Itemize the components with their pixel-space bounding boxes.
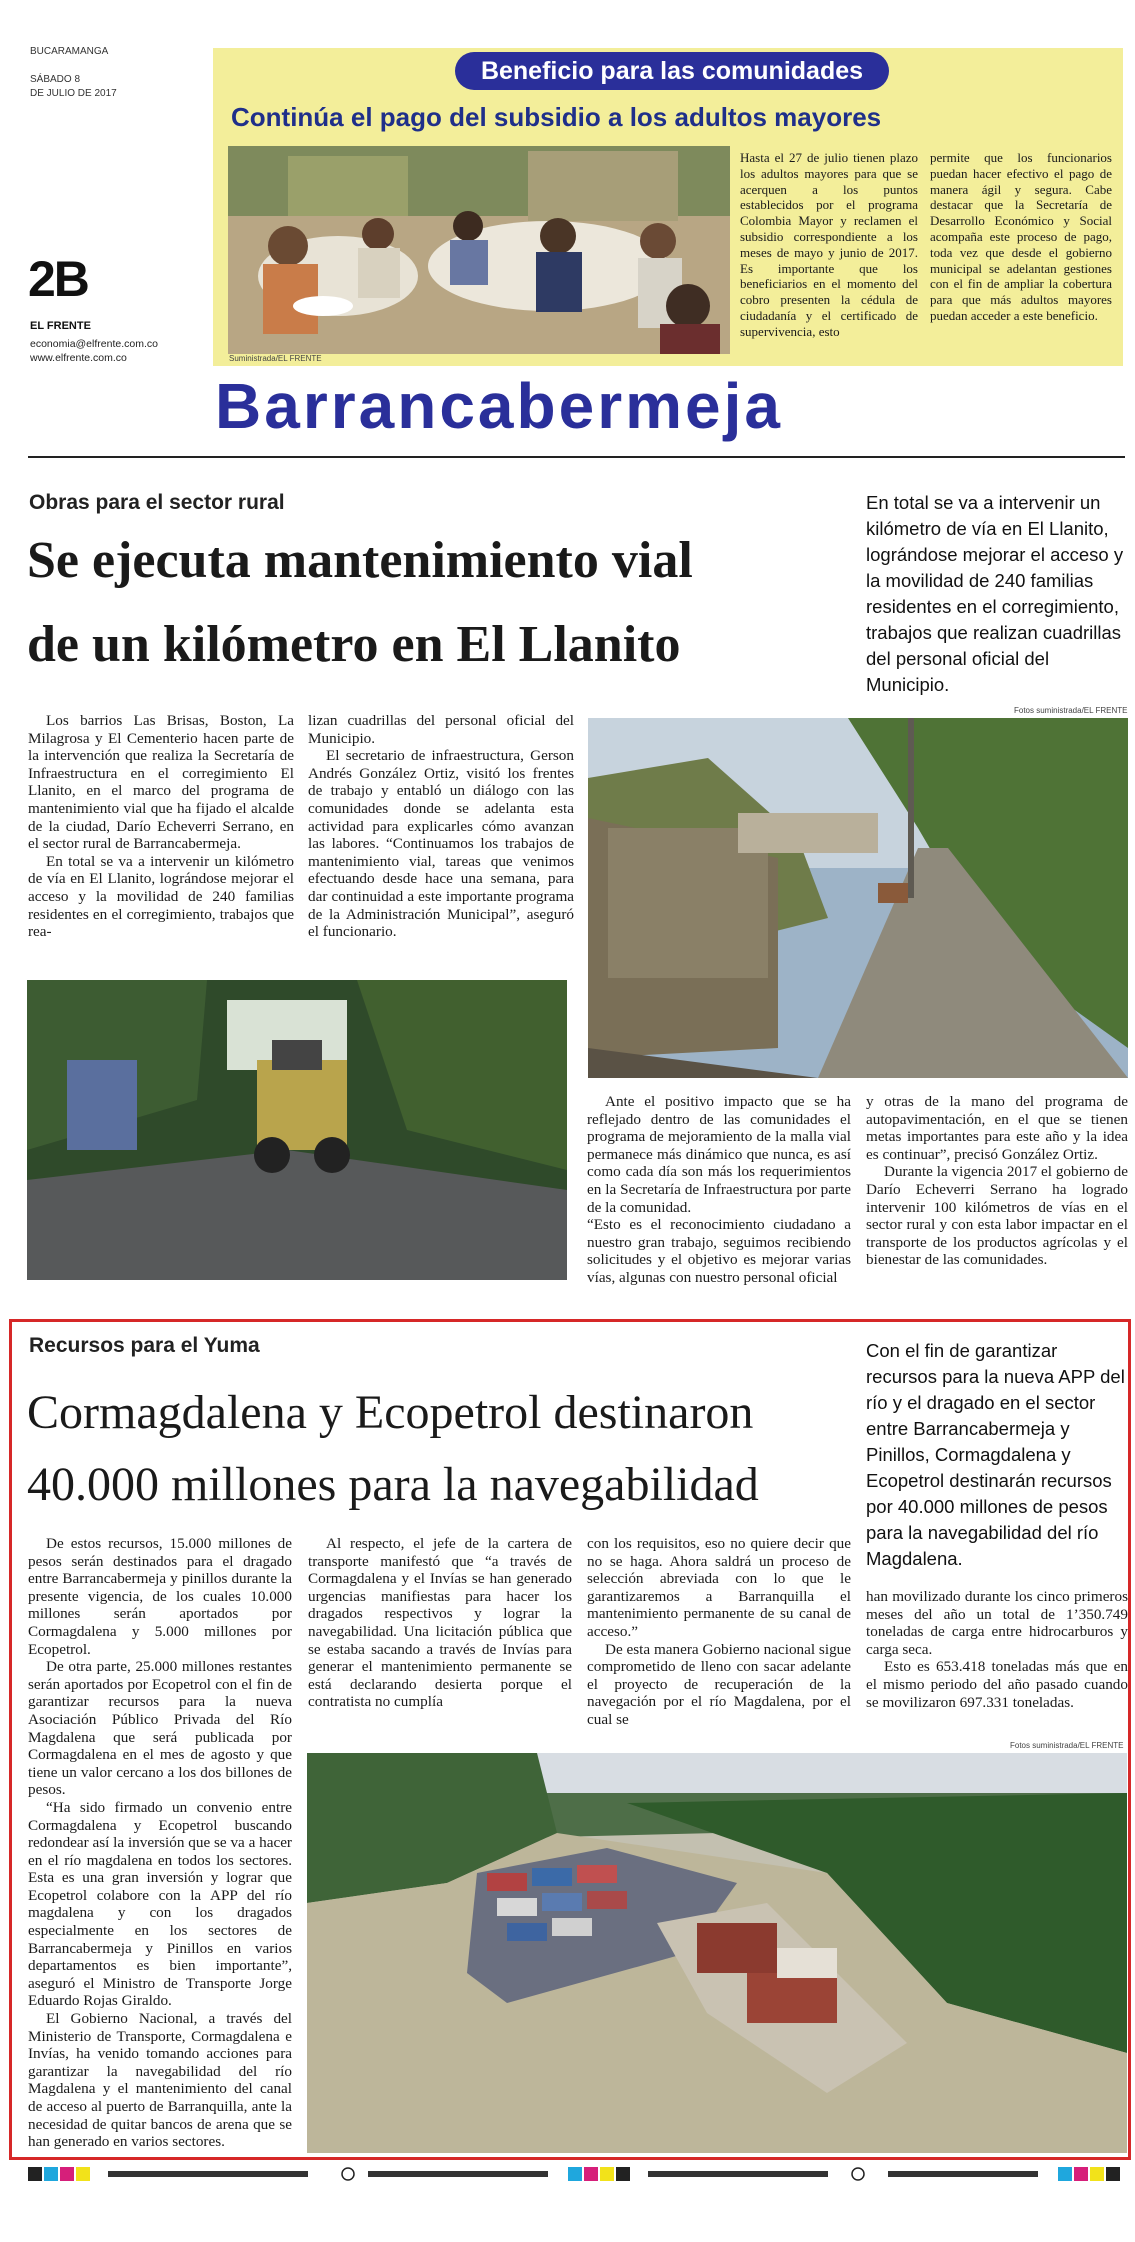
article1-col3-p2: “Esto es el reconocimiento ciudadano a nuestro gran trabajo, seguimos recibiendo solicitudes y el objetivo es mejorar varias vías, algunas con nuestro personal oficial [587,1216,851,1286]
article2-col3-p1: con los requisitos, eso no quiere decir que no se haga. Ahora saldrá un proceso de selección abreviada con lo que le garantizaremos a Barranquilla el mantenimiento permanente de su canal de acceso.” [587,1535,851,1640]
article1-col2-p1: lizan cuadrillas del personal oficial del Municipio. [308,712,574,747]
page-number: 2B [28,251,88,307]
benefit-photo-credit: Suministrada/EL FRENTE [229,354,322,363]
article1-col3-p1: Ante el positivo impacto que se ha reflejado dentro de las comunidades el programa de mejoramiento de la malla vial permanece más dinámico que nunca, es así como cada día son más los requerimientos en la Secretaría de Infraestructura por parte de la comunidad. [587,1093,851,1216]
article2-deck: Con el fin de garantizar recursos para la nueva APP del río y el dragado en el sector entre Barrancabermeja y Pinillos, Cormagdalena y Ecopetrol destinarán recursos por 40.000 millones de pesos para la navegabilidad del río Magdalena. [866,1340,1125,1569]
article2-col3 [587,1535,851,1729]
article2-col1-p1: De estos recursos, 15.000 millones de pesos serán destinados para el dragado entre Barrancabermeja y pinillos durante la presente vigencia, de los cuales 10.000 millones serán aportados por Cormagdalena y 5.000 millones por Ecopetrol. [28,1535,292,1658]
printer-color-bar [28,2166,1128,2180]
benefit-column-2: permite que los funcionarios puedan hacer efectivo el pago de manera ágil y segura. Cabe destacar que la Secretaría de Desarrollo Económico y Social acompaña este proceso de pago, toda vez que desde el gobierno municipal se adelantan gestiones con el fin de ampliar la cobertura para que más adultos mayores puedan acceder a este beneficio. [930,150,1112,323]
article2-col4-p2: Esto es 653.418 toneladas más que en el mismo periodo del año pasado cuando se movilizaron 697.331 toneladas. [866,1658,1128,1711]
article2-kicker: Recursos para el Yuma [29,1334,260,1357]
email-link[interactable]: economia@elfrente.com.co [30,338,158,350]
article1-col3 [587,1093,851,1287]
article1-col2 [308,712,574,941]
article2-headline-line1: Cormagdalena y Ecopetrol destinaron [27,1386,754,1439]
section-rule [28,456,1125,458]
article1-col1-p2: En total se va a intervenir un kilómetro de vía en El Llanito, lográndose mejorar el acceso y la movilidad de 240 familias residentes en el corregimiento, trabajos que rea- [28,852,294,941]
article2-col1-p2: De otra parte, 25.000 millones restantes serán aportados por Ecopetrol con el fin de garantizar recursos para la nueva Asociación Público Privada del Río Magdalena que será publicada por Cormagdalena en el mes de agosto y que tiene un valor cercano a los dos billones de pesos. [28,1658,292,1799]
rural-road-photo [588,718,1128,1078]
elderly-meeting-photo [228,146,730,354]
article1-kicker: Obras para el sector rural [29,491,285,514]
article2-headline-line2: 40.000 millones para la navegabilidad [27,1458,759,1511]
article1-headline-line2: de un kilómetro en El Llanito [27,616,681,673]
article1-deck: En total se va a intervenir un kilómetro de vía en El Llanito, lográndose mejorar el acceso y la movilidad de 240 familias residentes en el corregimiento, trabajos que realizan cuadrillas del personal oficial del Municipio. [866,492,1124,695]
river-barge-photo [307,1753,1127,2153]
date-line-1: SÁBADO 8 [30,74,81,85]
article1-col2-p2: El secretario de infraestructura, Gerson Andrés González Ortiz, visitó los frentes de trabajo y entabló un diálogo con las comunidades donde se adelanta esta actividad para explicarles cómo avanzan las labores. “Continuamos los trabajos de mantenimiento vial, tareas que venimos efectuando desde hace una semana, para dar continuidad a este importante programa de la Administración Municipal”, aseguró el funcionario. [308,747,574,941]
article2-col1-p3: “Ha sido firmado un convenio entre Cormagdalena y Ecopetrol buscando redondear así la inversión que se va a hacer en el río magdalena en todos los sectores. Esta es una gran inversión y lograr que Ecopetrol colabore con la APP del río magdalena y con los dragados especialmente en los sectores de Barrancabermeja y Pinillos en varios departamentos es bien importante”, aseguró el Ministro de Transporte Jorge Eduardo Rojas Giraldo. [28,1798,292,2010]
benefit-column-1: Hasta el 27 de julio tienen plazo los adultos mayores para que se acerquen a los puntos establecidos por el programa Colombia Mayor y reclamen el subsidio correspondiente a los meses de mayo y junio de 2017. Es importante que los beneficiarios en el momento del cobro presenten la cédula de ciudadanía y el certificado de supervivencia, esto [740,150,918,339]
article2-col4 [866,1588,1128,1711]
article2-col1-p4: El Gobierno Nacional, a través del Ministerio de Transporte, Cormagdalena e Invías, ha venido tomando acciones para garantizar la navegabilidad del río Magdalena y el mantenimiento del canal de acceso al puerto de Barranquilla, ante la necesidad de quitar bancos de arena que se han generado en varios sectores. [28,2010,292,2151]
article1-col4-p2: Durante la vigencia 2017 el gobierno de Darío Echeverri Serrano ha logrado intervenir 100 kilómetros de vías en el sector rural y con esta labor impactar en el transporte de los productos agrícolas y el bienestar de las comunidades. [866,1163,1128,1269]
article2-col2-p1: Al respecto, el jefe de la cartera de transporte manifestó que “a través de Cormagdalena y el Invías se han generado urgencias manifiestas para hacer los dragados respectivos y lograr la navegabilidad. Una licitación pública que se estaba sacando a través de Invías para generar el mantenimiento permanente se está declarando desierta porque el contratista no cumplía [308,1535,572,1711]
article1-col4 [866,1093,1128,1269]
benefit-box [213,48,1123,366]
article1-col4-p1: y otras de la mano del programa de autopavimentación, en el que se tienen metas importantes para este año y la idea es continuar”, precisó González Ortiz. [866,1093,1128,1163]
article2-photo-credit: Fotos suministrada/EL FRENTE [1010,1741,1124,1750]
article1-col1-p1: Los barrios Las Brisas, Boston, La Milagrosa y El Cementerio hacen parte de la intervención que realiza la Secretaría de Infraestructura en el corregimiento El Llanito, en el marco del programa de mantenimiento vial que ha fijado el alcalde de la ciudad, Darío Echeverri Serrano, en el sector rural de Barrancabermeja. [28,712,294,853]
section-title: Barrancabermeja [215,370,783,442]
article1-col1 [28,712,294,941]
article1-photo-credit: Fotos suministrada/EL FRENTE [1014,706,1128,715]
benefit-headline: Continúa el pago del subsidio a los adultos mayores [231,102,882,132]
article1-headline-line1: Se ejecuta mantenimiento vial [27,532,693,589]
road-grader-photo [27,980,567,1280]
city-label: BUCARAMANGA [30,46,109,57]
website-link[interactable]: www.elfrente.com.co [30,352,127,364]
benefit-banner: Beneficio para las comunidades [455,52,889,90]
article2-col3-p2: De esta manera Gobierno nacional sigue comprometido de lleno con sacar adelante el proyecto de recuperación de la navegación por el río Magdalena, por el cual se [587,1640,851,1728]
article2-col4-p1: han movilizado durante los cinco primeros meses del año un total de 1’350.749 toneladas de carga entre hidrocarburos y carga seca. [866,1588,1128,1658]
paper-name: EL FRENTE [30,320,91,332]
date-line-2: DE JULIO DE 2017 [30,88,117,99]
article2-col1 [28,1535,292,2151]
article2-col2 [308,1535,572,1711]
